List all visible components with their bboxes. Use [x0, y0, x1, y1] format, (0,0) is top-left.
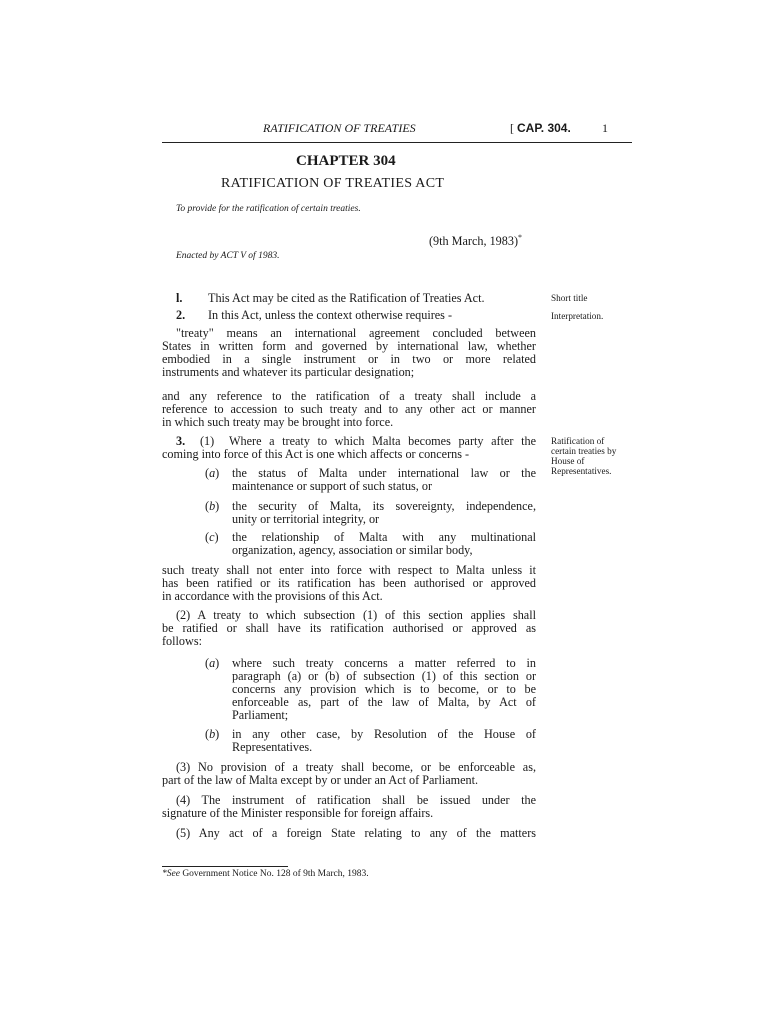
- cap-number: CAP. 304.: [517, 121, 571, 135]
- running-title: RATIFICATION OF TREATIES: [263, 121, 416, 135]
- text-line: Parliament;: [232, 708, 289, 722]
- para-label-a: (a): [205, 466, 220, 480]
- footnote: [162, 869, 369, 879]
- footnote-see: *See: [162, 869, 180, 879]
- long-title: To provide for the ratification of certain treaties.: [176, 204, 361, 214]
- text-line: such treaty shall not enter into force with respect to Malta unless it: [162, 563, 536, 577]
- section-1-number: l.: [176, 291, 183, 305]
- subsec2-label-a: (a): [205, 656, 220, 670]
- treaty-definition: [162, 327, 536, 379]
- subsection-5: [162, 827, 536, 840]
- act-title: RATIFICATION OF TREATIES ACT: [221, 176, 445, 191]
- text-line: the security of Malta, its sovereignty, independence,: [232, 499, 536, 513]
- para-b-text: [232, 500, 536, 526]
- ratification-reference: [162, 390, 536, 429]
- header-rule: [162, 142, 632, 143]
- commencement-date: [429, 233, 522, 249]
- text-line: "treaty" means an international agreement concluded between: [176, 326, 536, 340]
- subsection-4: [162, 794, 536, 820]
- margin-line: Representatives.: [551, 466, 612, 476]
- date-text: (9th March, 1983): [429, 234, 519, 249]
- text-line: and any reference to the ratification of a treaty shall include a: [162, 389, 536, 403]
- text-line: follows:: [162, 634, 202, 648]
- footnote-rule: [162, 866, 288, 867]
- subsec2-label-b: (b): [205, 727, 220, 741]
- cap-bracket: [: [510, 121, 514, 135]
- subsection-3: [162, 761, 536, 787]
- text-line: the relationship of Malta with any multinational: [232, 530, 536, 544]
- para-letter: b: [209, 727, 216, 741]
- text-line: instruments and whatever its particular designation;: [162, 365, 415, 379]
- para-c-text: [232, 531, 536, 557]
- text-line: signature of the Minister responsible for foreign affairs.: [162, 806, 434, 820]
- text-line: (2) A treaty to which subsection (1) of this section applies shall: [176, 608, 536, 622]
- text-line: be ratified or shall have its ratification authorised or approved as: [162, 621, 536, 635]
- text-line: in accordance with the provisions of this Act.: [162, 589, 383, 603]
- text-line: (4) The instrument of ratification shall be issued under the: [176, 793, 536, 807]
- text-line: (5) Any act of a foreign State relating to any of the matters: [176, 826, 536, 840]
- text-line: organization, agency, association or similar body,: [232, 543, 473, 557]
- section-3-line-2: coming into force of this Act is one which affects or concerns -: [162, 447, 470, 461]
- text-line: enforceable as, part of the law of Malta, by Act of: [232, 695, 536, 709]
- text-line: where such treaty concerns a matter referred to in: [232, 656, 536, 670]
- text-line: maintenance or support of such status, or: [232, 479, 433, 493]
- margin-line: House of: [551, 456, 585, 466]
- text-line: reference to accession to such treaty and to any other act or manner: [162, 402, 536, 416]
- text-line: in which such treaty may be brought into force.: [162, 415, 394, 429]
- para-letter: c: [209, 530, 215, 544]
- chapter-heading: CHAPTER 304: [296, 153, 396, 169]
- section-3-subsection: (1): [200, 434, 215, 448]
- margin-note-ratification: [551, 436, 616, 476]
- para-letter: a: [209, 466, 216, 480]
- section-3-number: 3.: [176, 434, 186, 448]
- subsection-2: [162, 609, 536, 648]
- section-2-text: In this Act, unless the context otherwise requires -: [208, 308, 453, 322]
- section-1-text: This Act may be cited as the Ratification of Treaties Act.: [208, 291, 485, 305]
- margin-note-short-title: Short title: [551, 293, 588, 303]
- margin-note-interpretation: Interpretation.: [551, 311, 604, 321]
- margin-line: Ratification of: [551, 436, 605, 446]
- date-footnote-marker: *: [518, 233, 523, 242]
- para-letter: a: [209, 656, 216, 670]
- section-3-tail: [162, 564, 536, 603]
- text-line: concerns any provision which is to become, or to be: [232, 682, 536, 696]
- text-line: part of the law of Malta except by or under an Act of Parliament.: [162, 773, 479, 787]
- text-line: in any other case, by Resolution of the House of: [232, 727, 536, 741]
- para-label-c: (c): [205, 530, 219, 544]
- text-line: unity or territorial integrity, or: [232, 512, 380, 526]
- para-label-b: (b): [205, 499, 220, 513]
- page-number: 1: [602, 121, 608, 135]
- margin-line: certain treaties by: [551, 446, 617, 456]
- text-line: (3) No provision of a treaty shall become, or be enforceable as,: [176, 760, 536, 774]
- text-line: Representatives.: [232, 740, 313, 754]
- text-line: Where a treaty to which Malta becomes party after the: [229, 434, 536, 448]
- text-line: embodied in a single instrument or in two or more related: [162, 352, 536, 366]
- footnote-text: Government Notice No. 128 of 9th March, 1983.: [179, 869, 369, 879]
- text-line: States in written form and governed by international law, whether: [162, 339, 536, 353]
- para-a-text: [232, 467, 536, 493]
- subsec2-para-b-text: [232, 728, 536, 754]
- para-letter: b: [209, 499, 216, 513]
- text-line: has been ratified or its ratification has been authorised or approved: [162, 576, 536, 590]
- enactment-note: Enacted by ACT V of 1983.: [176, 251, 280, 261]
- section-2-number: 2.: [176, 308, 186, 322]
- text-line: paragraph (a) or (b) of subsection (1) of this section or: [232, 669, 536, 683]
- subsec2-para-a-text: [232, 657, 536, 722]
- text-line: the status of Malta under international law or the: [232, 466, 536, 480]
